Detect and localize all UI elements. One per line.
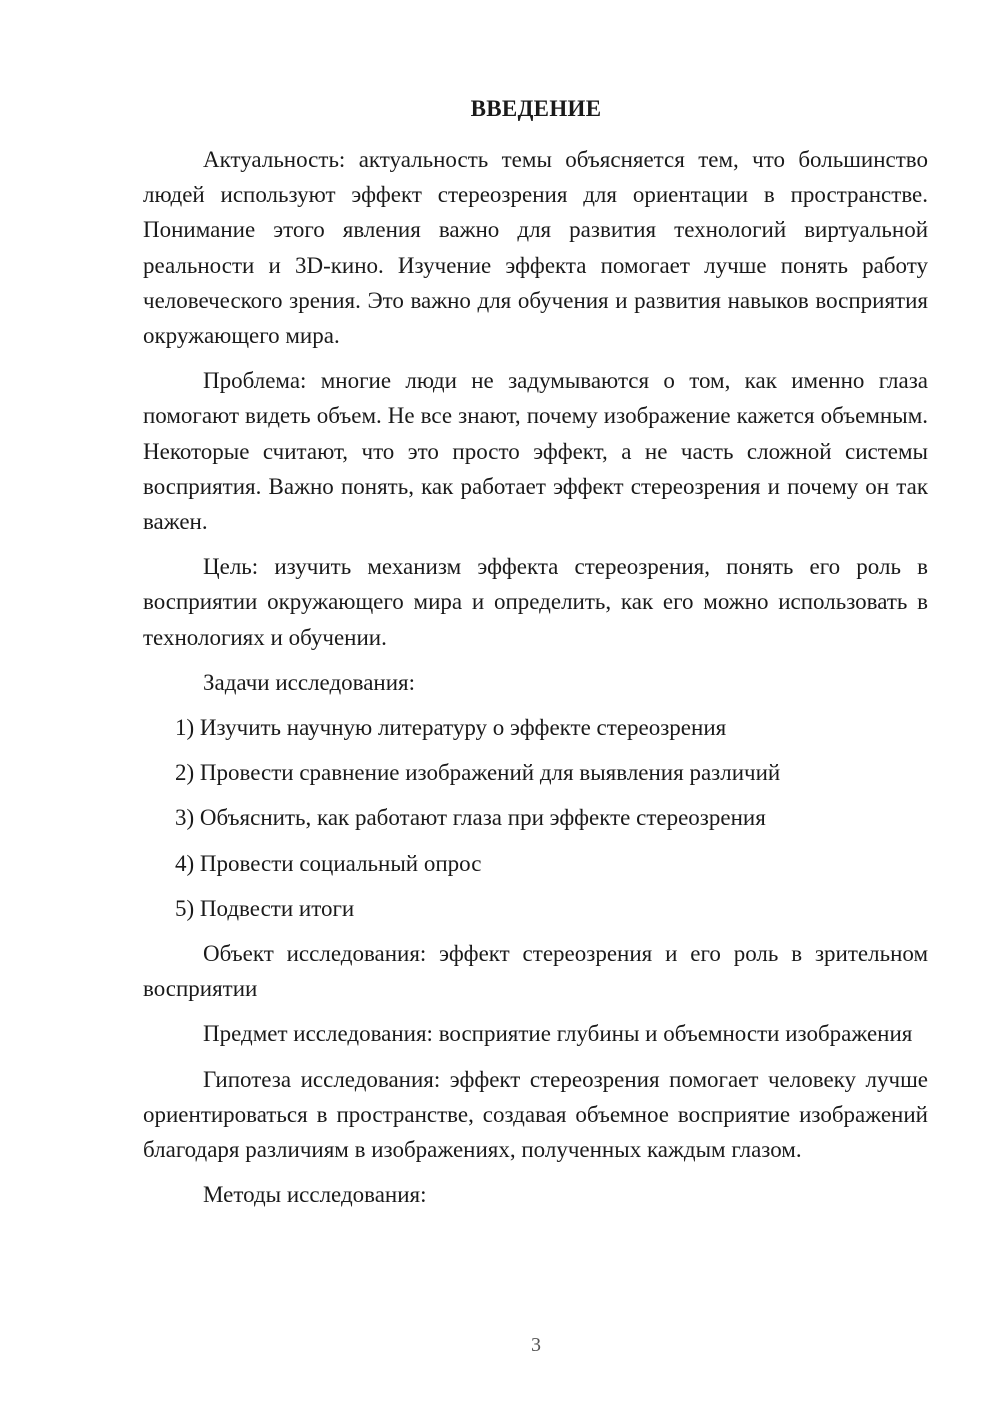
problem-paragraph: Проблема: многие люди не задумываются о том, как именно глаза помогают видеть объем. Не все знают, почему изображение кажется объемным. Некоторые считают, что это просто эффект, а не часть сложной системы восприятия. Важно понять, как работает эффект стереозрения и почему он так важен.: [143, 368, 928, 535]
relevance-paragraph: Актуальность: актуальность темы объясняется тем, что большинство людей используют эффект стереозрения для ориентации в пространстве. Понимание этого явления важно для развития технологий виртуальной реальности и 3D-кино. Изучение эффекта помогает лучше понять работу человеческого зрения. Это важно для обучения и развития навыков восприятия окружающего мира.: [143, 147, 928, 349]
task-item: 3) Объяснить, как работают глаза при эффекте стереозрения: [175, 805, 766, 831]
hypothesis-paragraph: Гипотеза исследования: эффект стереозрения помогает человеку лучше ориентироваться в пространстве, создавая объемное восприятие изображений благодаря различиям в изображениях, полученных каждым глазом.: [143, 1066, 928, 1163]
task-item: 1) Изучить научную литературу о эффекте стереозрения: [175, 715, 727, 741]
task-item: 4) Провести социальный опрос: [175, 850, 482, 876]
task-item: 5) Подвести итоги: [175, 895, 355, 921]
task-item: 2) Провести сравнение изображений для выявления различий: [175, 760, 781, 786]
goal-paragraph: Цель: изучить механизм эффекта стереозрения, понять его роль в восприятии окружающего мира и определить, как его можно использовать в технологиях и обучении.: [143, 554, 928, 650]
methods-label: Методы исследования:: [203, 1182, 427, 1208]
page-number: 3: [531, 1334, 541, 1356]
object-paragraph: Объект исследования: эффект стереозрения и его роль в зрительном восприятии: [143, 941, 928, 1002]
tasks-label: Задачи исследования:: [203, 669, 416, 695]
section-title: ВВЕДЕНИЕ: [470, 96, 602, 121]
document-body: [143, 142, 928, 1222]
subject-paragraph: Предмет исследования: восприятие глубины и объемности изображения: [203, 1021, 913, 1047]
